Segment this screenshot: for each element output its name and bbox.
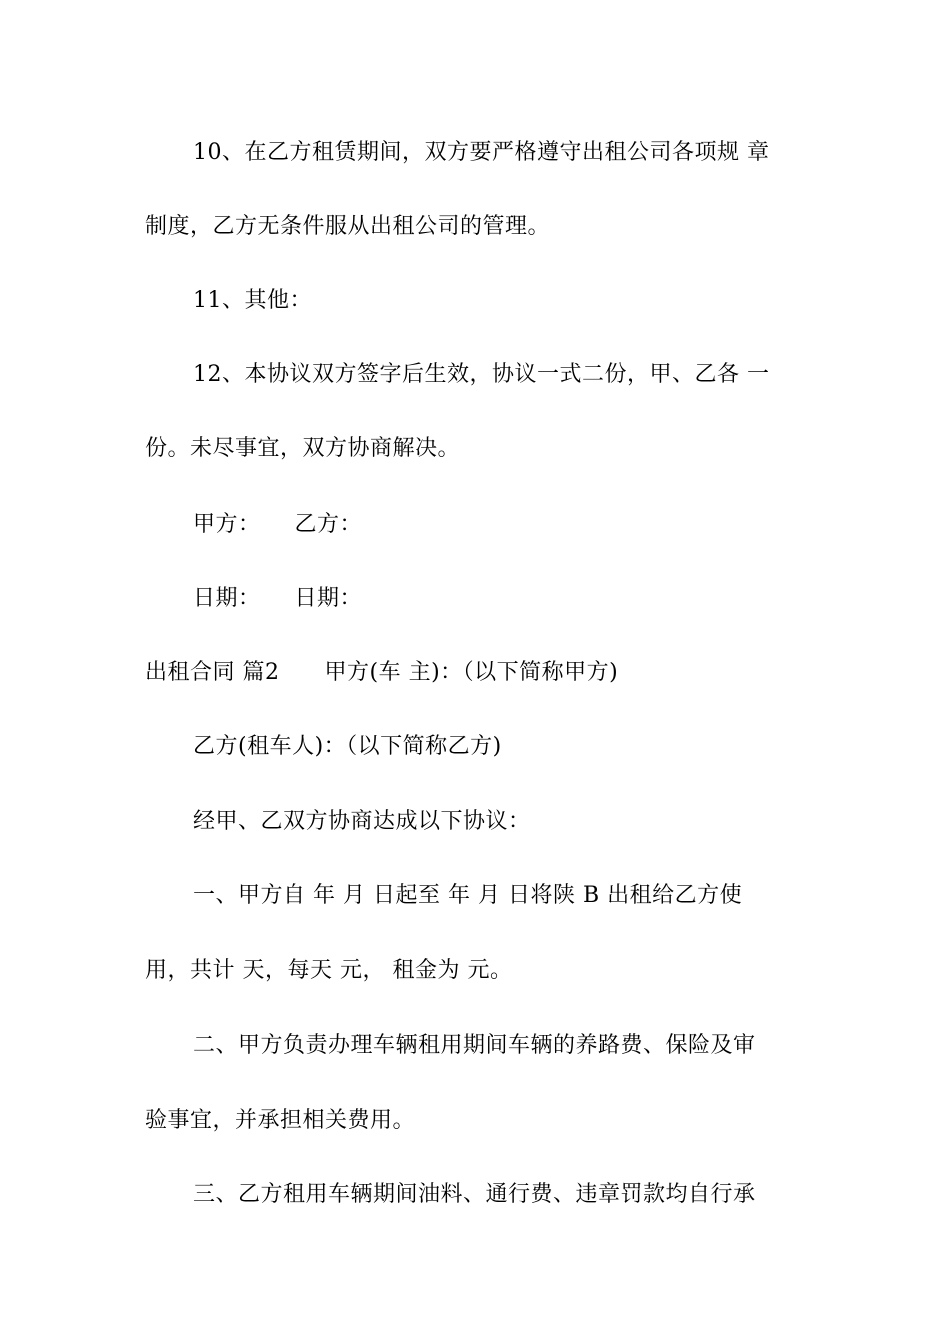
article-3-line-1: 三、乙方租用车辆期间油料、通行费、违章罚款均自行承 bbox=[193, 1182, 756, 1207]
clause-12-line-1: 12、本协议双方签字后生效，协议一式二份，甲、乙各 一 bbox=[193, 362, 770, 387]
clause-11: 11、其他： bbox=[193, 288, 312, 313]
article-1-line-2: 用，共计 天，每天 元， 租金为 元。 bbox=[145, 958, 513, 983]
article-2-line-2: 验事宜，并承担相关费用。 bbox=[145, 1108, 416, 1133]
article-2-line-1: 二、甲方负责办理车辆租用期间车辆的养路费、保险及审 bbox=[193, 1033, 756, 1058]
clause-10-line-1: 10、在乙方租赁期间，双方要严格遵守出租公司各项规 章 bbox=[193, 140, 770, 165]
date-line: 日期： 日期： bbox=[193, 586, 363, 611]
signature-line: 甲方： 乙方： bbox=[193, 512, 363, 537]
agreement-intro: 经甲、乙双方协商达成以下协议： bbox=[193, 809, 531, 834]
article-1-line-1: 一、甲方自 年 月 日起至 年 月 日将陕 B 出租给乙方使 bbox=[193, 883, 743, 908]
clause-10-line-2: 制度，乙方无条件服从出租公司的管理。 bbox=[145, 214, 551, 239]
party-b-line: 乙方(租车人)：（以下简称乙方) bbox=[193, 734, 502, 759]
clause-12-line-2: 份。未尽事宜，双方协商解决。 bbox=[145, 436, 461, 461]
contract-2-heading: 出租合同 篇2 甲方(车 主)：（以下简称甲方) bbox=[145, 660, 619, 685]
